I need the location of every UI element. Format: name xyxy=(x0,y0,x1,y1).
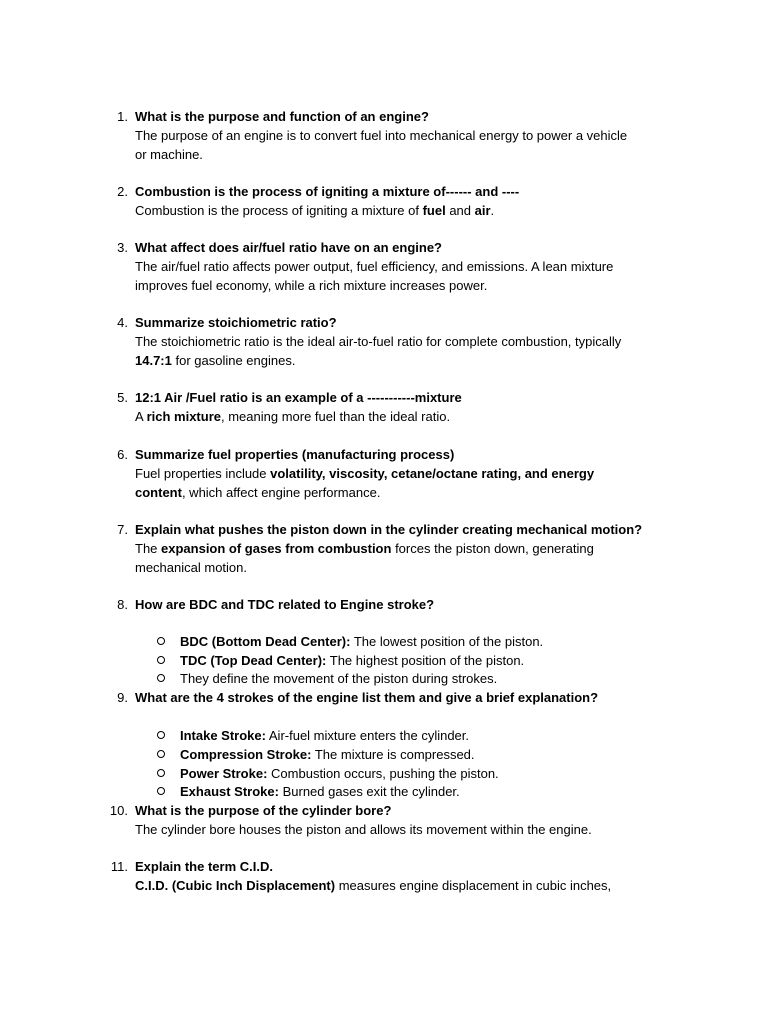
question-text: What is the purpose and function of an engine? xyxy=(135,109,429,124)
answer-line xyxy=(135,876,675,895)
answer-bold: expansion of gases from combustion xyxy=(161,541,392,556)
answer-line: The cylinder bore houses the piston and allows its movement within the engine. xyxy=(135,822,592,837)
bullet-text: They define the movement of the piston during strokes. xyxy=(180,671,498,686)
question-number: 6. xyxy=(117,447,128,462)
answer-line xyxy=(135,539,675,558)
answer-text: , which affect engine performance. xyxy=(181,485,381,500)
answer-line: The air/fuel ratio affects power output, fuel efficiency, and emissions. A lean mixture xyxy=(135,259,614,274)
hollow-bullet-icon xyxy=(157,769,165,777)
answer-line xyxy=(135,464,675,483)
answer-text: The xyxy=(135,541,162,556)
question-number: 2. xyxy=(117,184,128,199)
bullet-bold: Intake Stroke: xyxy=(180,728,266,743)
question-number: 10. xyxy=(109,803,128,818)
answer-text: , meaning more fuel than the ideal ratio. xyxy=(221,409,451,424)
answer-11 xyxy=(135,876,675,895)
answer-text: Fuel properties include xyxy=(135,466,271,481)
bullet-text: The mixture is compressed. xyxy=(311,747,475,762)
bullet-bold: TDC (Top Dead Center): xyxy=(180,653,327,668)
bullet-text: The highest position of the piston. xyxy=(326,653,525,668)
question-text: Summarize stoichiometric ratio? xyxy=(135,315,337,330)
answer-text: forces the piston down, generating xyxy=(391,541,594,556)
question-text: Explain the term C.I.D. xyxy=(135,859,273,874)
answer-line: improves fuel economy, while a rich mixture increases power. xyxy=(135,278,488,293)
answer-6 xyxy=(135,464,675,502)
question-number: 8. xyxy=(117,597,128,612)
answer-text: measures engine displacement in cubic inches, xyxy=(335,878,612,893)
answer-line: mechanical motion. xyxy=(135,560,247,575)
answer-bold: content xyxy=(135,485,182,500)
answer-2 xyxy=(135,201,675,220)
bullet-text: Combustion occurs, pushing the piston. xyxy=(267,766,499,781)
answer-3 xyxy=(135,257,675,295)
question-number: 3. xyxy=(117,240,128,255)
answer-line xyxy=(135,351,675,370)
question-number: 5. xyxy=(117,390,128,405)
answer-7 xyxy=(135,539,675,577)
answer-bold: rich mixture xyxy=(146,409,221,424)
hollow-bullet-icon xyxy=(157,731,165,739)
hollow-bullet-icon xyxy=(157,656,165,664)
answer-text: Combustion is the process of igniting a mixture of xyxy=(135,203,423,218)
question-text: Summarize fuel properties (manufacturing process) xyxy=(135,447,455,462)
hollow-bullet-icon xyxy=(157,750,165,758)
question-text: What are the 4 strokes of the engine list them and give a brief explanation? xyxy=(135,690,599,705)
answer-4 xyxy=(135,332,675,370)
answer-line xyxy=(135,483,675,502)
answer-text: A xyxy=(135,409,147,424)
answer-text: . xyxy=(490,203,495,218)
question-number: 11. xyxy=(110,859,128,874)
answer-line: The stoichiometric ratio is the ideal air-to-fuel ratio for complete combustion, typically xyxy=(135,334,622,349)
bullet-bold: Power Stroke: xyxy=(180,766,268,781)
answer-text: for gasoline engines. xyxy=(171,353,296,368)
bullet-bold: BDC (Bottom Dead Center): xyxy=(180,634,351,649)
answer-10 xyxy=(135,820,675,839)
answer-1 xyxy=(135,126,675,164)
hollow-bullet-icon xyxy=(157,787,165,795)
answer-line: or machine. xyxy=(135,147,203,162)
question-text: How are BDC and TDC related to Engine stroke? xyxy=(135,597,435,612)
question-number: 9. xyxy=(117,690,128,705)
bullet-text: The lowest position of the piston. xyxy=(350,634,544,649)
answer-5 xyxy=(135,407,675,426)
question-number: 1. xyxy=(117,109,128,124)
question-number: 7. xyxy=(117,522,128,537)
question-text: What is the purpose of the cylinder bore? xyxy=(135,803,392,818)
bullet-bold: Compression Stroke: xyxy=(180,747,312,762)
answer-bold: fuel xyxy=(422,203,446,218)
answer-line: The purpose of an engine is to convert fuel into mechanical energy to power a vehicle xyxy=(135,128,628,143)
bullet-text: Burned gases exit the cylinder. xyxy=(278,784,460,799)
answer-bold: air xyxy=(474,203,491,218)
answer-bold: volatility, viscosity, cetane/octane rating, and energy xyxy=(270,466,595,481)
question-number: 4. xyxy=(117,315,128,330)
answer-text: and xyxy=(445,203,475,218)
answer-bold: 14.7:1 xyxy=(135,353,172,368)
bullet-text: Air-fuel mixture enters the cylinder. xyxy=(265,728,470,743)
question-text: Explain what pushes the piston down in the cylinder creating mechanical motion? xyxy=(135,522,643,537)
question-text: 12:1 Air /Fuel ratio is an example of a -----------mixture xyxy=(135,390,462,405)
answer-bold: C.I.D. (Cubic Inch Displacement) xyxy=(135,878,336,893)
hollow-bullet-icon xyxy=(157,674,165,682)
hollow-bullet-icon xyxy=(157,637,165,645)
question-text: Combustion is the process of igniting a mixture of------ and ---- xyxy=(135,184,520,199)
question-text: What affect does air/fuel ratio have on an engine? xyxy=(135,240,442,255)
bullet-bold: Exhaust Stroke: xyxy=(180,784,279,799)
